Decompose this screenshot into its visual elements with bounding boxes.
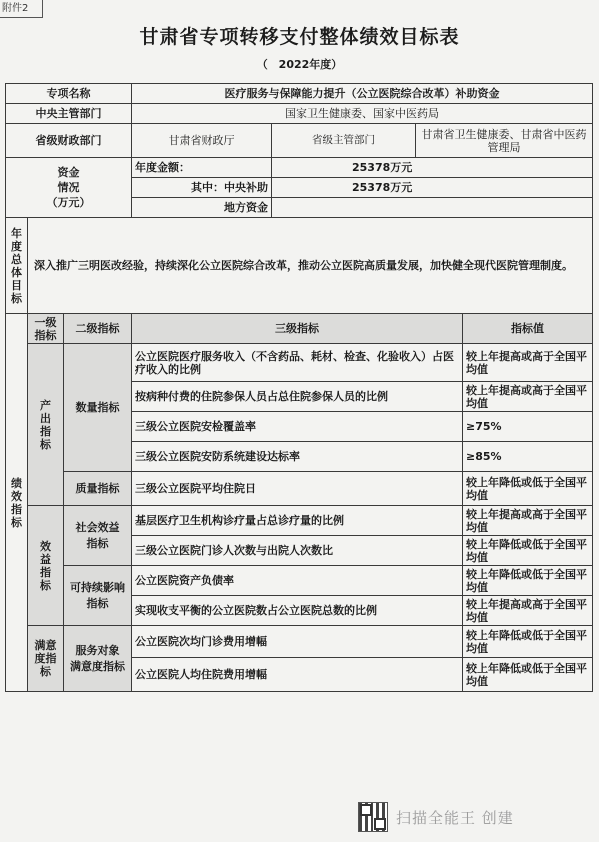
satisfaction-indicators-label: 满意 度指 标 (28, 626, 64, 692)
quality-indicators-label: 质量指标 (64, 472, 132, 506)
central-dept-value: 国家卫生健康委、国家中医药局 (132, 104, 593, 124)
level2-header: 二级指标 (64, 314, 132, 344)
page-title: 甘肃省专项转移支付整体绩效目标表 (139, 26, 460, 48)
indicator-row-10: 公立医院次均门诊费用增幅 (132, 626, 463, 658)
sustainable-impact-label: 可持续影响 指标 (64, 566, 132, 626)
value-row-4: ≥85% (463, 442, 593, 472)
value-row-1: 较上年提高或高于全国平均值 (463, 344, 593, 382)
annual-goal-text: 深入推广三明医改经验，持续深化公立医院综合改革，推动公立医院高质量发展，加快健全现代医院管理制度。 (28, 218, 593, 314)
service-satisfaction-label: 服务对象 满意度指标 (64, 626, 132, 692)
project-name-value: 医疗服务与保障能力提升（公立医院综合改革）补助资金 (132, 84, 593, 104)
value-row-10: 较上年降低或低于全国平均值 (463, 626, 593, 658)
level1-header: 一级 指标 (28, 314, 64, 344)
benefit-indicators-label: 效 益 指 标 (28, 506, 64, 626)
central-subsidy-label: 其中：中央补助 (132, 178, 272, 198)
value-row-11: 较上年降低或低于全国平均值 (463, 658, 593, 692)
scanner-watermark (358, 802, 514, 832)
value-row-6: 较上年提高或高于全国平均值 (463, 506, 593, 536)
indicator-row-6: 基层医疗卫生机构诊疗量占总诊疗量的比例 (132, 506, 463, 536)
value-row-5: 较上年降低或低于全国平均值 (463, 472, 593, 506)
project-name-label: 专项名称 (6, 84, 132, 104)
indicator-row-4: 三级公立医院安防系统建设达标率 (132, 442, 463, 472)
attachment-label: 附件2 (0, 0, 43, 18)
funds-label: 资金 情况 （万元） (6, 158, 132, 218)
provincial-dept-value: 甘肃省卫生健康委、甘肃省中医药管理局 (416, 124, 593, 158)
level3-header: 三级指标 (132, 314, 463, 344)
local-funds-label: 地方资金 (132, 198, 272, 218)
quantity-indicators-label: 数量指标 (64, 344, 132, 472)
local-funds-value (272, 198, 593, 218)
indicator-row-7: 三级公立医院门诊人次数与出院人次数比 (132, 536, 463, 566)
watermark-text: 扫描全能王 创建 (396, 808, 514, 827)
performance-table (5, 83, 593, 692)
indicator-row-9: 实现收支平衡的公立医院数占公立医院总数的比例 (132, 596, 463, 626)
qr-code-icon (358, 802, 388, 832)
indicator-row-8: 公立医院资产负债率 (132, 566, 463, 596)
central-subsidy-value: 25378万元 (272, 178, 593, 198)
provincial-finance-value: 甘肃省财政厅 (132, 124, 272, 158)
indicator-row-3: 三级公立医院安检覆盖率 (132, 412, 463, 442)
indicator-row-11: 公立医院人均住院费用增幅 (132, 658, 463, 692)
central-dept-label: 中央主管部门 (6, 104, 132, 124)
annual-amount-label: 年度金额： (132, 158, 272, 178)
indicator-row-2: 按病种付费的住院参保人员占总住院参保人员的比例 (132, 382, 463, 412)
performance-indicators-label: 绩 效 指 标 (6, 314, 28, 692)
value-row-8: 较上年降低或低于全国平均值 (463, 566, 593, 596)
social-benefit-label: 社会效益 指标 (64, 506, 132, 566)
value-row-9: 较上年提高或高于全国平均值 (463, 596, 593, 626)
value-row-7: 较上年降低或低于全国平均值 (463, 536, 593, 566)
value-row-3: ≥75% (463, 412, 593, 442)
provincial-finance-label: 省级财政部门 (6, 124, 132, 158)
indicator-row-5: 三级公立医院平均住院日 (132, 472, 463, 506)
indicator-row-1: 公立医院医疗服务收入（不含药品、耗材、检查、化验收入）占医疗收入的比例 (132, 344, 463, 382)
provincial-dept-label: 省级主管部门 (272, 124, 416, 158)
annual-goal-label: 年 度 总 体 目 标 (6, 218, 28, 314)
output-indicators-label: 产 出 指 标 (28, 344, 64, 506)
value-row-2: 较上年提高或高于全国平均值 (463, 382, 593, 412)
indicator-value-header: 指标值 (463, 314, 593, 344)
annual-amount-value: 25378万元 (272, 158, 593, 178)
year-label: （ 2022年度） (256, 58, 343, 71)
